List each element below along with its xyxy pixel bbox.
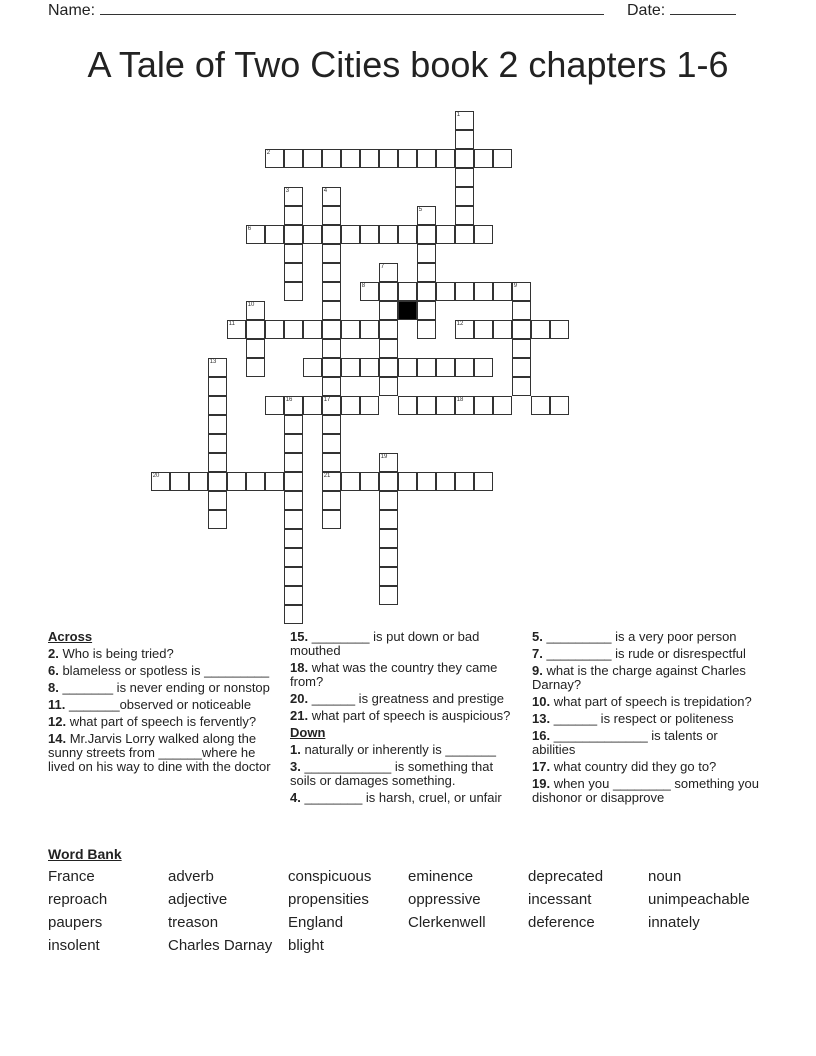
crossword-cell[interactable] (531, 320, 550, 339)
crossword-cell[interactable] (322, 149, 341, 168)
word-bank-item: insolent (48, 937, 100, 954)
crossword-cell[interactable] (227, 472, 246, 491)
crossword-cell[interactable] (284, 434, 303, 453)
crossword-cell[interactable] (208, 396, 227, 415)
crossword-cell[interactable] (512, 282, 531, 301)
word-bank-title: Word Bank (48, 846, 122, 862)
clue: 4. ________ is harsh, cruel, or unfair (290, 790, 502, 805)
clue: 17. what country did they go to? (532, 759, 717, 774)
clue-number: 18. (290, 660, 309, 675)
crossword-cell[interactable] (284, 225, 303, 244)
clue-section-heading: Across (48, 629, 93, 644)
clue-number: 12. (48, 714, 67, 729)
crossword-cell[interactable] (379, 225, 398, 244)
crossword-cell[interactable] (322, 320, 341, 339)
crossword-cell[interactable] (493, 396, 512, 415)
clue-number: 16. (532, 728, 551, 743)
crossword-cell[interactable] (341, 472, 360, 491)
crossword-cell[interactable] (246, 472, 265, 491)
clue-number: 1. (290, 742, 301, 757)
clue: 6. blameless or spotless is _________ (48, 663, 270, 678)
crossword-cell[interactable] (208, 491, 227, 510)
clue: 15. ________ is put down or bad mouthed (290, 629, 480, 658)
clue: 9. what is the charge against Charles Darnay? (532, 663, 746, 692)
crossword-cell[interactable] (284, 282, 303, 301)
crossword-cell[interactable] (398, 358, 417, 377)
word-bank-item: treason (168, 914, 219, 931)
crossword-cell[interactable] (398, 472, 417, 491)
crossword-cell[interactable] (265, 225, 284, 244)
crossword-cell[interactable] (493, 282, 512, 301)
clue: 5. _________ is a very poor person (532, 629, 737, 644)
word-bank-item: unimpeachable (648, 891, 750, 908)
crossword-cell[interactable] (303, 358, 322, 377)
clue: 18. what was the country they came from? (290, 660, 498, 689)
crossword-cell[interactable] (322, 396, 341, 415)
crossword-cell[interactable] (398, 225, 417, 244)
cell-number: 12 (456, 320, 464, 327)
clue-number: 20. (290, 691, 309, 706)
clue: 14. Mr.Jarvis Lorry walked along the sunny streets from ______where he lived on his way to dine with the doctor (48, 731, 271, 774)
cell-number: 9 (513, 282, 518, 289)
crossword-cell[interactable] (322, 339, 341, 358)
clue-number: 14. (48, 731, 67, 746)
crossword-cell[interactable] (265, 396, 284, 415)
crossword-cell[interactable] (379, 548, 398, 567)
word-bank-item: propensities (288, 891, 369, 908)
crossword-cell[interactable] (322, 301, 341, 320)
crossword-cell[interactable] (379, 510, 398, 529)
clue: 10. what part of speech is trepidation? (532, 694, 752, 709)
clue: 19. when you ________ something you dishonor or disapprove (532, 776, 759, 805)
crossword-cell[interactable] (531, 396, 550, 415)
clue: 7. _________ is rude or disrespectful (532, 646, 746, 661)
crossword-cell[interactable] (398, 149, 417, 168)
crossword-cell[interactable] (208, 377, 227, 396)
word-bank-item: innately (648, 914, 700, 931)
crossword-cell[interactable] (341, 320, 360, 339)
clue-section-heading: Down (290, 725, 326, 740)
date-label: Date: (627, 2, 666, 19)
crossword-cell[interactable] (322, 491, 341, 510)
clue-number: 3. (290, 759, 301, 774)
crossword-cell[interactable] (246, 358, 265, 377)
crossword-cell[interactable] (284, 206, 303, 225)
crossword-cell[interactable] (379, 377, 398, 396)
crossword-cell[interactable] (322, 263, 341, 282)
crossword-cell[interactable] (246, 339, 265, 358)
crossword-cell[interactable] (550, 320, 569, 339)
crossword-cell[interactable] (512, 377, 531, 396)
word-bank-item: deference (528, 914, 595, 931)
crossword-cell[interactable] (417, 358, 436, 377)
crossword-cell[interactable] (455, 396, 474, 415)
crossword-cell[interactable] (379, 472, 398, 491)
cell-number: 21 (323, 472, 331, 479)
crossword-cell[interactable] (151, 472, 170, 491)
crossword-cell[interactable] (379, 453, 398, 472)
clue: 12. what part of speech is fervently? (48, 714, 257, 729)
crossword-cell[interactable] (284, 529, 303, 548)
crossword-cell[interactable] (474, 358, 493, 377)
crossword-cell[interactable] (284, 415, 303, 434)
word-bank-item: eminence (408, 868, 474, 885)
crossword-cell[interactable] (474, 225, 493, 244)
cell-number: 11 (228, 320, 235, 327)
clue: 11. _______observed or noticeable (48, 697, 252, 712)
crossword-cell[interactable] (284, 472, 303, 491)
crossword-cell[interactable] (303, 320, 322, 339)
word-bank-item: Charles Darnay (168, 937, 273, 954)
word-bank-item: Clerkenwell (408, 914, 486, 931)
page-title: A Tale of Two Cities book 2 chapters 1-6 (87, 44, 729, 85)
crossword-cell[interactable] (284, 396, 303, 415)
crossword-cell[interactable] (398, 396, 417, 415)
crossword-cell[interactable] (322, 225, 341, 244)
crossword-cell[interactable] (417, 225, 436, 244)
cell-number: 10 (247, 301, 255, 308)
crossword-cell[interactable] (398, 282, 417, 301)
crossword-cell[interactable] (208, 358, 227, 377)
clue: 13. ______ is respect or politeness (532, 711, 734, 726)
crossword-cell[interactable] (322, 206, 341, 225)
crossword-cell[interactable] (341, 358, 360, 377)
crossword-cell[interactable] (284, 263, 303, 282)
crossword-cell[interactable] (417, 282, 436, 301)
crossword-cell[interactable] (322, 244, 341, 263)
crossword-cell[interactable] (455, 187, 474, 206)
crossword-cell[interactable] (360, 472, 379, 491)
word-bank-item: oppressive (408, 891, 481, 908)
clues-column-1 (48, 630, 278, 777)
crossword-cell[interactable] (360, 149, 379, 168)
crossword-cell[interactable] (455, 320, 474, 339)
crossword-cell[interactable] (360, 282, 379, 301)
crossword-cell[interactable] (208, 434, 227, 453)
crossword-cell[interactable] (322, 187, 341, 206)
crossword-cell[interactable] (284, 491, 303, 510)
crossword-cell[interactable] (436, 472, 455, 491)
crossword-cell[interactable] (379, 339, 398, 358)
word-bank-item: noun (648, 868, 682, 885)
clue-number: 2. (48, 646, 59, 661)
crossword-cell[interactable] (284, 548, 303, 567)
cell-number: 20 (152, 472, 160, 479)
crossword-cell[interactable] (284, 453, 303, 472)
crossword-cell[interactable] (417, 206, 436, 225)
crossword-cell[interactable] (322, 510, 341, 529)
cell-number: 1 (456, 111, 461, 118)
cell-number: 7 (380, 263, 385, 270)
clue-number: 13. (532, 711, 551, 726)
crossword-cell[interactable] (322, 377, 341, 396)
cell-number: 16 (285, 396, 293, 403)
crossword-cell[interactable] (379, 320, 398, 339)
cell-number: 19 (380, 453, 388, 460)
crossword-cell[interactable] (284, 320, 303, 339)
clue-number: 19. (532, 776, 551, 791)
crossword-cell[interactable] (322, 472, 341, 491)
crossword-cell[interactable] (493, 320, 512, 339)
crossword-cell[interactable] (379, 149, 398, 168)
crossword-cell[interactable] (303, 396, 322, 415)
crossword-cell[interactable] (379, 586, 398, 605)
crossword-cell[interactable] (417, 263, 436, 282)
crossword-cell[interactable] (341, 396, 360, 415)
clue-number: 8. (48, 680, 59, 695)
cell-number: 18 (456, 396, 464, 403)
crossword-cell[interactable] (455, 111, 474, 130)
crossword-cell[interactable] (474, 472, 493, 491)
crossword-cell[interactable] (455, 168, 474, 187)
clue: 21. what part of speech is auspicious? (290, 708, 511, 723)
clue: 1. naturally or inherently is _______ (290, 742, 496, 757)
crossword-cell[interactable] (436, 149, 455, 168)
crossword-cell[interactable] (417, 320, 436, 339)
crossword-cell[interactable] (474, 149, 493, 168)
crossword-cell[interactable] (322, 415, 341, 434)
crossword-cell[interactable] (455, 206, 474, 225)
crossword-cell[interactable] (436, 225, 455, 244)
word-bank-item: incessant (528, 891, 592, 908)
cell-number: 6 (247, 225, 252, 232)
crossword-cell[interactable] (284, 510, 303, 529)
cell-number: 13 (209, 358, 217, 365)
crossword-cell[interactable] (417, 244, 436, 263)
cell-number: 8 (361, 282, 366, 289)
clue: 2. Who is being tried? (48, 646, 174, 661)
crossword-cell[interactable] (322, 434, 341, 453)
word-bank-item: conspicuous (288, 868, 372, 885)
crossword-cell[interactable] (436, 396, 455, 415)
crossword-cell[interactable] (303, 149, 322, 168)
crossword-cell[interactable] (341, 149, 360, 168)
crossword-cell[interactable] (284, 244, 303, 263)
clue: 20. ______ is greatness and prestige (290, 691, 504, 706)
crossword-cell[interactable] (455, 282, 474, 301)
clue-number: 4. (290, 790, 301, 805)
crossword-cell[interactable] (246, 301, 265, 320)
crossword-cell[interactable] (208, 453, 227, 472)
cell-number: 3 (285, 187, 290, 194)
word-bank-item: blight (288, 937, 324, 954)
crossword-cell[interactable] (322, 453, 341, 472)
crossword-cell[interactable] (265, 149, 284, 168)
crossword-cell[interactable] (474, 320, 493, 339)
crossword-cell[interactable] (379, 301, 398, 320)
crossword-cell[interactable] (246, 225, 265, 244)
crossword-cell[interactable] (341, 225, 360, 244)
crossword-cell[interactable] (360, 358, 379, 377)
clue: 16. _____________ is talents or abilities (532, 728, 718, 757)
crossword-cell[interactable] (379, 358, 398, 377)
crossword-cell[interactable] (284, 567, 303, 586)
clue-number: 6. (48, 663, 59, 678)
cell-number: 17 (323, 396, 331, 403)
crossword-cell[interactable] (436, 358, 455, 377)
crossword-cell[interactable] (512, 339, 531, 358)
crossword-cell[interactable] (284, 605, 303, 624)
name-label: Name: (48, 2, 96, 19)
crossword-cell[interactable] (379, 529, 398, 548)
clue: 8. _______ is never ending or nonstop (48, 680, 270, 695)
crossword-cell[interactable] (208, 472, 227, 491)
crossword-cell[interactable] (265, 320, 284, 339)
word-bank-item: France (48, 868, 95, 885)
word-bank-item: adverb (168, 868, 214, 885)
crossword-cell[interactable] (417, 472, 436, 491)
crossword-cell[interactable] (284, 149, 303, 168)
crossword-cell[interactable] (455, 149, 474, 168)
crossword-cell[interactable] (379, 282, 398, 301)
crossword-cell[interactable] (512, 358, 531, 377)
clue-number: 17. (532, 759, 551, 774)
crossword-cell[interactable] (417, 396, 436, 415)
crossword-cell[interactable] (303, 225, 322, 244)
crossword-cell[interactable] (208, 415, 227, 434)
crossword-cell[interactable] (246, 320, 265, 339)
crossword-cell[interactable] (379, 263, 398, 282)
crossword-cell[interactable] (284, 187, 303, 206)
crossword-cell[interactable] (455, 130, 474, 149)
crossword-cell[interactable] (227, 320, 246, 339)
clue-number: 11. (48, 697, 66, 712)
crossword-cell[interactable] (379, 567, 398, 586)
crossword-cell[interactable] (284, 586, 303, 605)
clue-number: 9. (532, 663, 543, 678)
crossword-cell[interactable] (322, 358, 341, 377)
crossword-cell[interactable] (170, 472, 189, 491)
clues-column-3 (532, 630, 762, 808)
word-bank-item: adjective (168, 891, 228, 908)
crossword-cell[interactable] (417, 149, 436, 168)
crossword-cell[interactable] (360, 320, 379, 339)
crossword-cell[interactable] (417, 301, 436, 320)
crossword-cell[interactable] (189, 472, 208, 491)
cell-number: 2 (266, 149, 271, 156)
clue-number: 5. (532, 629, 543, 644)
crossword-cell[interactable] (455, 225, 474, 244)
crossword-cell[interactable] (474, 282, 493, 301)
crossword-cell[interactable] (455, 472, 474, 491)
clue-number: 7. (532, 646, 543, 661)
crossword-cell[interactable] (360, 396, 379, 415)
word-bank-item: paupers (48, 914, 103, 931)
crossword-cell[interactable] (360, 225, 379, 244)
cell-number: 4 (323, 187, 328, 194)
clue-number: 21. (290, 708, 309, 723)
crossword-cell[interactable] (512, 320, 531, 339)
crossword-cell[interactable] (474, 396, 493, 415)
crossword-cell[interactable] (436, 282, 455, 301)
word-bank-item: England (288, 914, 344, 931)
crossword-cell[interactable] (208, 510, 227, 529)
crossword-cell[interactable] (512, 301, 531, 320)
crossword-cell[interactable] (550, 396, 569, 415)
clue-number: 15. (290, 629, 309, 644)
word-bank-item: reproach (48, 891, 108, 908)
clues-column-2 (290, 630, 520, 808)
black-cell (398, 301, 417, 320)
cell-number: 5 (418, 206, 423, 213)
word-bank-item: deprecated (528, 868, 604, 885)
crossword-cell[interactable] (322, 282, 341, 301)
crossword-cell[interactable] (493, 149, 512, 168)
crossword-cell[interactable] (379, 491, 398, 510)
clue-number: 10. (532, 694, 551, 709)
crossword-cell[interactable] (455, 358, 474, 377)
clue: 3. ____________ is something that soils or damages something. (290, 759, 494, 788)
crossword-cell[interactable] (265, 472, 284, 491)
